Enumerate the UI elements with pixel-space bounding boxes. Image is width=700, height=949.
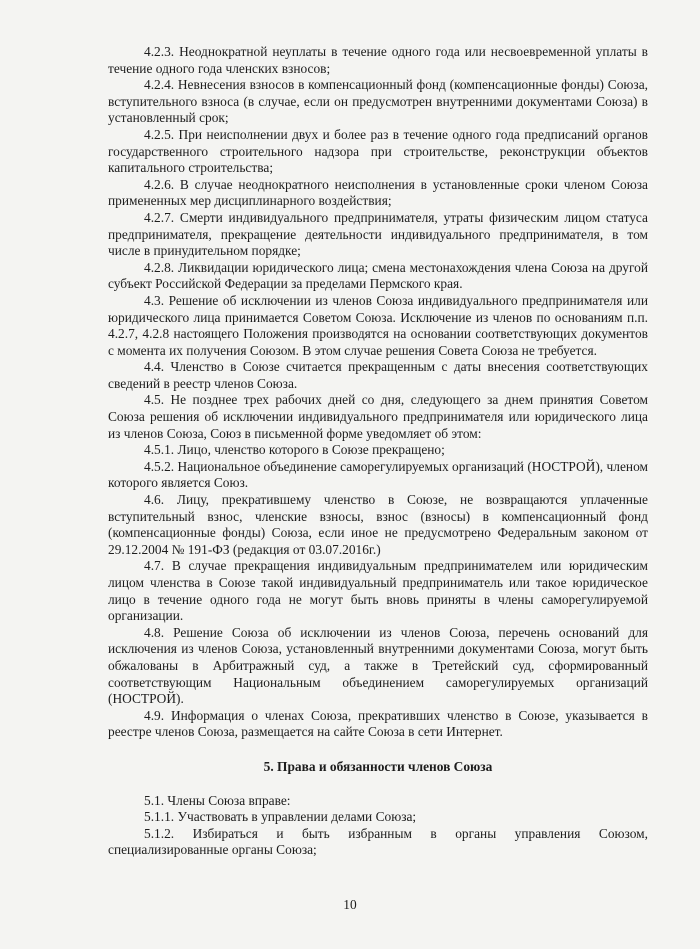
paragraph-4-7: 4.7. В случае прекращения индивидуальным предпринимателем или юридическим лицом членства в Союзе такой индивидуальный предприниматель или такое юридическое лицо в течение одного года не могут быть вновь приняты в члены саморегулируемой организации. — [108, 558, 648, 624]
page-number: 10 — [343, 897, 357, 912]
paragraph-4-8: 4.8. Решение Союза об исключении из членов Союза, перечень оснований для исключения из членов Союза, установленный внутренними документами Союза, могут быть обжалованы в Арбитражный суд, а также в Третейский суд, сформированный соответствующим Национальным объединением саморегулируемых организаций (НОСТРОЙ). — [108, 624, 648, 707]
paragraph-4-4: 4.4. Членство в Союзе считается прекращенным с даты внесения соответствующих сведений в реестр членов Союза. — [108, 359, 648, 391]
paragraph-5-1-2: 5.1.2. Избираться и быть избранным в органы управления Союзом, специализированные органы Союза; — [108, 825, 648, 858]
paragraph-4-2-5: 4.2.5. При неисполнении двух и более раз в течение одного года предписаний органов государственного строительного надзора при строительстве, реконструкции объектов капитального строительства; — [108, 126, 648, 176]
section-heading: 5. Права и обязанности членов Союза — [263, 758, 493, 774]
paragraph-4-3: 4.3. Решение об исключении из членов Союза индивидуального предпринимателя или юридического лица принимается Советом Союза. Исключение из членов по основаниям п.п. 4.2.7, 4.2.8 настоящего Положения производятся на основании соответствующих документов с момента их получения Союзом. В этом случае решения Совета Союза не требуется. — [108, 292, 648, 358]
paragraph-4-2-4: 4.2.4. Невнесения взносов в компенсационный фонд (компенсационные фонды) Союза, вступительного взноса (в случае, если он предусмотрен внутренними документами Союза) в установленный срок; — [108, 77, 648, 126]
paragraph-4-6: 4.6. Лицу, прекратившему членство в Союзе, не возвращаются уплаченные вступительный взнос, членские взносы, взнос (взносы) в компенсационный фонд (компенсационные фонды) Союза, если иное не предусмотрено Федеральным законом от 29.12.2004 № 191-ФЗ (редакция от 03.07.2016г.) — [108, 492, 648, 557]
document-body — [108, 44, 648, 859]
paragraph-4-5-1: 4.5.1. Лицо, членство которого в Союзе прекращено; — [144, 442, 445, 458]
paragraph-4-5-2: 4.5.2. Национальное объединение саморегулируемых организаций (НОСТРОЙ), членом которого является Союз. — [108, 458, 648, 491]
paragraph-4-9: 4.9. Информация о членах Союза, прекративших членство в Союзе, указывается в реестре членов Союза, размещается на сайте Союза в сети Интернет. — [108, 707, 648, 740]
paragraph-4-2-8: 4.2.8. Ликвидации юридического лица; смена местонахождения члена Союза на другой субъект Российской Федерации за пределами Пермского края. — [108, 259, 648, 292]
paragraph-5-1: 5.1. Члены Союза вправе: — [144, 792, 291, 808]
paragraph-4-2-6: 4.2.6. В случае неоднократного неисполнения в установленные сроки членом Союза примененных мер дисциплинарного воздействия; — [108, 176, 648, 209]
paragraph-5-1-1: 5.1.1. Участвовать в управлении делами Союза; — [144, 809, 417, 825]
paragraph-4-5: 4.5. Не позднее трех рабочих дней со дня, следующего за днем принятия Советом Союза решения об исключении индивидуального предпринимателя или юридического лица из членов Союза, Союз в письменной форме уведомляет об этом: — [108, 392, 648, 441]
paragraph-4-2-7: 4.2.7. Смерти индивидуального предпринимателя, утраты физическим лицом статуса предпринимателя, прекращение деятельности индивидуального предпринимателя, в том числе в принудительном порядке; — [108, 209, 648, 259]
paragraph-4-2-3: 4.2.3. Неоднократной неуплаты в течение одного года или несвоевременной уплаты в течение одного года членских взносов; — [108, 44, 648, 76]
